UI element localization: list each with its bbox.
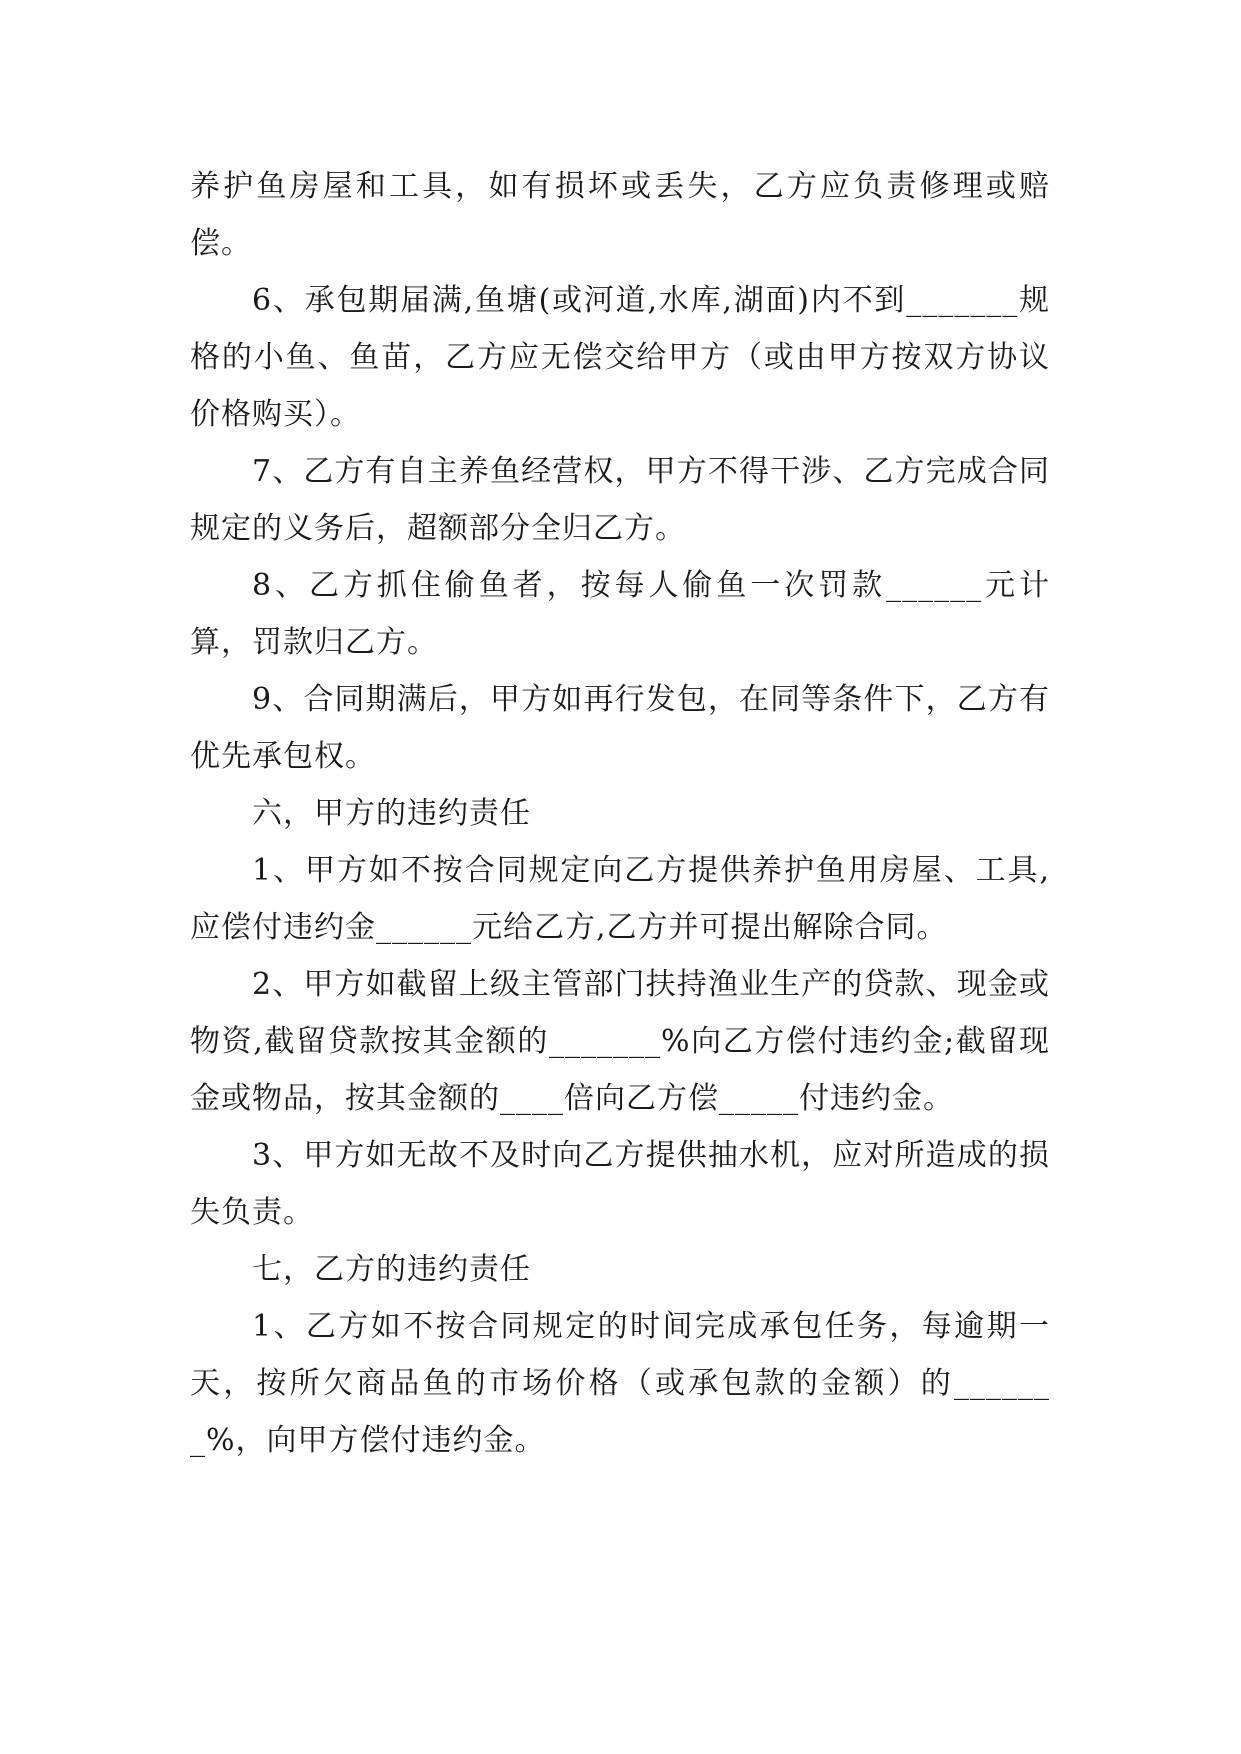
clause-7: 7、乙方有自主养鱼经营权，甲方不得干涉、乙方完成合同规定的义务后，超额部分全归乙方。 <box>190 454 1050 546</box>
clause-8: 8、乙方抓住偷鱼者，按每人偷鱼一次罚款______元计算，罚款归乙方。 <box>190 568 1050 660</box>
party-a-clause-3: 3、甲方如无故不及时向乙方提供抽水机，应对所造成的损失负责。 <box>190 1138 1050 1230</box>
paragraph-continuation: 养护鱼房屋和工具，如有损坏或丢失，乙方应负责修理或赔偿。 <box>190 169 1050 261</box>
clause-9: 9、合同期满后，甲方如再行发包，在同等条件下，乙方有优先承包权。 <box>190 682 1050 774</box>
party-a-clause-2: 2、甲方如截留上级主管部门扶持渔业生产的贷款、现金或物资,截留贷款按其金额的_______%向乙方偿付违约金;截留现金或物品，按其金额的____倍向乙方偿_____付违约金。 <box>190 967 1050 1116</box>
party-a-clause-1: 1、甲方如不按合同规定向乙方提供养护鱼用房屋、工具,应偿付违约金______元给乙方,乙方并可提出解除合同。 <box>190 853 1050 945</box>
section-heading-party-b-liability: 七，乙方的违约责任 <box>252 1252 531 1287</box>
section-heading-party-a-liability: 六，甲方的违约责任 <box>252 796 531 831</box>
party-b-clause-1: 1、乙方如不按合同规定的时间完成承包任务，每逾期一天，按所欠商品鱼的市场价格（或承包款的金额）的_______%，向甲方偿付违约金。 <box>190 1309 1050 1458</box>
document-body <box>190 158 1050 1469</box>
clause-6: 6、承包期届满,鱼塘(或河道,水库,湖面)内不到_______规格的小鱼、鱼苗，乙方应无偿交给甲方（或由甲方按双方协议价格购买）。 <box>190 283 1050 432</box>
